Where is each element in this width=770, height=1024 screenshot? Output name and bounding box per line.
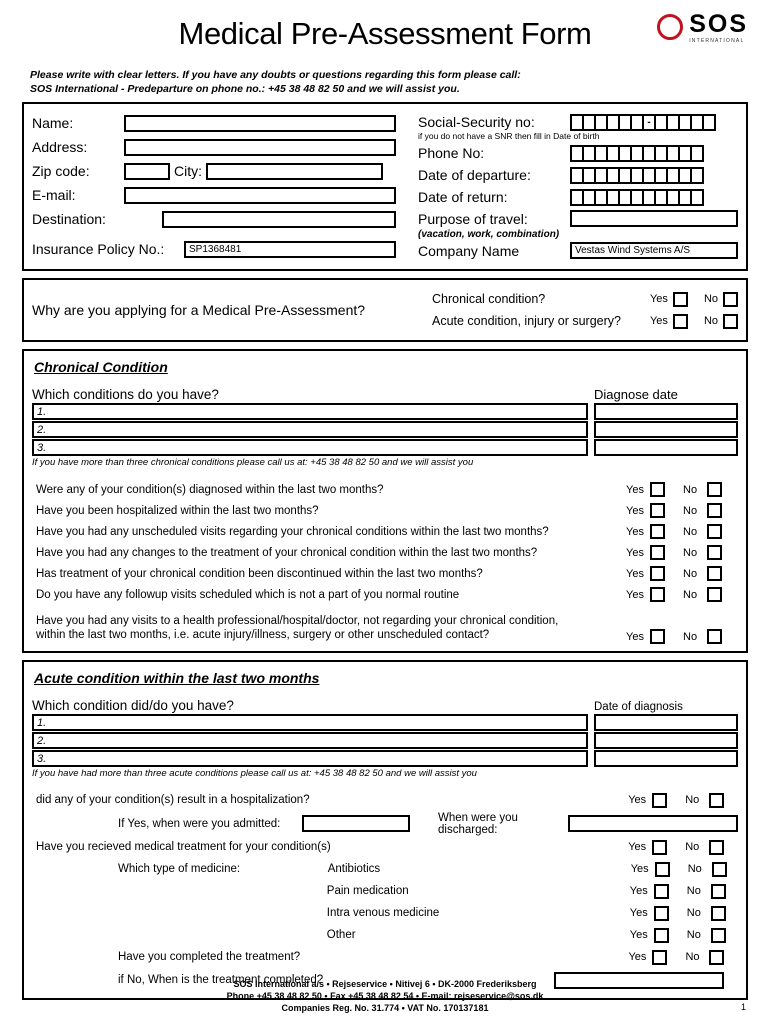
- chronical-condition-input-1[interactable]: 1.: [32, 403, 588, 420]
- destination-label: Destination:: [32, 211, 106, 227]
- no-label: No: [683, 504, 698, 517]
- no-label: No: [683, 546, 698, 559]
- city-input[interactable]: [206, 163, 383, 180]
- why-chronical-no[interactable]: [704, 292, 738, 307]
- logo-sos-text: SOS: [689, 10, 748, 38]
- departure-input-boxes[interactable]: [570, 167, 702, 184]
- no-label: No: [683, 588, 698, 601]
- no-label: No: [687, 863, 702, 875]
- purpose-label: Purpose of travel:: [418, 210, 528, 227]
- chronical-question-text: Do you have any followup visits scheduled which is not a part of you normal routine: [36, 588, 460, 601]
- return-label: Date of return:: [418, 189, 508, 205]
- no-checkbox[interactable]: [709, 840, 724, 855]
- why-option-chronical: [432, 288, 738, 310]
- intro-line-2: SOS International - Predeparture on phone no.: +45 38 48 82 50 and we will assist you.: [30, 83, 460, 95]
- chronical-date-label: Diagnose date: [594, 387, 678, 402]
- chronical-question-text-long: [32, 614, 626, 642]
- yes-checkbox[interactable]: [650, 545, 665, 560]
- chronical-condition-row: [32, 421, 738, 438]
- phone-box[interactable]: [690, 145, 704, 162]
- no-label: No: [686, 885, 701, 897]
- acute-medicine-row: [32, 902, 738, 924]
- no-label: No: [703, 293, 718, 305]
- acute-table-header: [32, 698, 738, 713]
- email-label: E-mail:: [32, 187, 76, 203]
- acute-discharged-input[interactable]: [568, 815, 738, 832]
- acute-medicine-pain-answers[interactable]: [630, 884, 738, 899]
- yes-label: Yes: [649, 293, 668, 305]
- no-label: No: [683, 567, 698, 580]
- no-checkbox[interactable]: [712, 862, 727, 877]
- yes-label: Yes: [628, 794, 647, 806]
- yes-checkbox[interactable]: [654, 906, 669, 921]
- acute-date-input-3[interactable]: [594, 750, 738, 767]
- yes-label: Yes: [628, 841, 647, 853]
- acute-completed-row: [32, 946, 738, 968]
- acute-medicine-row: [32, 858, 738, 880]
- acute-condition-row: [32, 750, 738, 767]
- chronical-question-text: Have you had any changes to the treatment of your chronical condition within the last two months?: [36, 546, 538, 559]
- identity-left-column: [32, 111, 404, 261]
- yes-checkbox[interactable]: [650, 503, 665, 518]
- policy-input[interactable]: SP1368481: [184, 241, 396, 258]
- acute-hospitalization-question: did any of your condition(s) result in a hospitalization?: [36, 794, 310, 806]
- no-checkbox[interactable]: [707, 629, 722, 644]
- yes-label: Yes: [626, 483, 644, 496]
- no-label: No: [685, 794, 700, 806]
- chronical-long-line-1: Have you had any visits to a health professional/hospital/doctor, not regarding your chronical condition,: [36, 615, 559, 627]
- chronical-question-row: [32, 563, 738, 584]
- yes-checkbox[interactable]: [673, 314, 688, 329]
- no-checkbox[interactable]: [711, 928, 726, 943]
- acute-medicine-intravenous-label: Intra venous medicine: [326, 907, 440, 919]
- sos-logo: [657, 12, 748, 44]
- yes-label: Yes: [626, 504, 644, 517]
- company-row: [418, 240, 738, 261]
- destination-row: [32, 207, 404, 231]
- why-option-acute: [432, 310, 738, 332]
- no-label: No: [683, 525, 698, 538]
- logo-subtitle: INTERNATIONAL: [689, 38, 745, 44]
- acute-condition-row: [32, 714, 738, 731]
- chronical-question-row: [32, 521, 738, 542]
- acute-admission-row: [32, 811, 738, 836]
- chronical-question-answers[interactable]: [626, 503, 738, 518]
- page-title: Medical Pre-Assessment Form: [178, 16, 592, 51]
- policy-label: Insurance Policy No.:: [32, 241, 165, 257]
- yes-label: Yes: [629, 929, 648, 941]
- acute-note: If you have had more than three acute conditions please call us at: +45 38 48 82 50 and we will assist you: [32, 768, 477, 779]
- address-input[interactable]: [124, 139, 396, 156]
- yes-label: Yes: [626, 546, 644, 559]
- acute-hospitalization-answers[interactable]: [628, 793, 738, 808]
- acute-condition-input-2[interactable]: 2.: [32, 732, 588, 749]
- acute-completion-date-question: if No, When is the treatment completed?: [118, 974, 324, 986]
- chronical-condition-input-2[interactable]: 2.: [32, 421, 588, 438]
- logo-wordmark: [689, 12, 748, 44]
- address-label: Address:: [32, 139, 88, 155]
- policy-row: [32, 237, 404, 261]
- ssn-input-boxes[interactable]: [570, 114, 714, 131]
- acute-medicine-other-answers[interactable]: [630, 928, 738, 943]
- no-checkbox[interactable]: [707, 524, 722, 539]
- yes-label: Yes: [626, 567, 644, 580]
- yes-label: Yes: [626, 630, 644, 643]
- no-checkbox[interactable]: [707, 566, 722, 581]
- yes-checkbox[interactable]: [650, 566, 665, 581]
- chronical-question-row: [32, 479, 738, 500]
- city-label: City:: [174, 163, 202, 179]
- acute-medicine-row: [32, 924, 738, 946]
- yes-checkbox[interactable]: [654, 928, 669, 943]
- acute-questions-list: [32, 789, 738, 992]
- no-checkbox[interactable]: [711, 906, 726, 921]
- ssn-label: Social-Security no:: [418, 114, 535, 130]
- no-label: No: [686, 929, 701, 941]
- chronical-table-header: [32, 387, 738, 402]
- no-checkbox[interactable]: [723, 314, 738, 329]
- purpose-input[interactable]: [570, 210, 738, 227]
- chronical-date-input-3[interactable]: [594, 439, 738, 456]
- acute-completed-answers[interactable]: [628, 950, 738, 965]
- acute-condition-row: [32, 732, 738, 749]
- chronical-question-answers[interactable]: [626, 566, 738, 581]
- chronical-note: If you have more than three chronical conditions please call us at: +45 38 48 82 50 and we will assist you: [32, 457, 474, 468]
- chronical-date-input-2[interactable]: [594, 421, 738, 438]
- acute-medicine-intravenous-answers[interactable]: [630, 906, 738, 921]
- yes-label: Yes: [629, 885, 648, 897]
- no-checkbox[interactable]: [707, 587, 722, 602]
- acute-condition-input-3[interactable]: 3.: [32, 750, 588, 767]
- chronical-question-text: Have you had any unscheduled visits regarding your chronical conditions within the last two months?: [36, 525, 549, 538]
- zip-input[interactable]: [124, 163, 170, 180]
- acute-condition-block: [22, 660, 748, 1000]
- yes-checkbox[interactable]: [650, 482, 665, 497]
- intro-instructions: [30, 68, 748, 96]
- yes-checkbox[interactable]: [652, 840, 667, 855]
- why-options: [432, 288, 738, 332]
- why-applying-block: [22, 278, 748, 342]
- yes-checkbox[interactable]: [650, 587, 665, 602]
- chronical-condition-block: [22, 349, 748, 653]
- chronical-question-text: Has treatment of your chronical condition been discontinued within the last two months?: [36, 567, 483, 580]
- chronical-date-input-1[interactable]: [594, 403, 738, 420]
- yes-checkbox[interactable]: [652, 950, 667, 965]
- chronical-question-answers[interactable]: [626, 587, 738, 602]
- ssn-separator: -: [642, 114, 656, 131]
- phone-row: [418, 142, 738, 164]
- chronical-question-text: Have you been hospitalized within the last two months?: [36, 504, 319, 517]
- name-input[interactable]: [124, 115, 396, 132]
- company-input[interactable]: Vestas Wind Systems A/S: [570, 242, 738, 259]
- chronical-question-row: [32, 500, 738, 521]
- chronical-question-row-long: [32, 611, 738, 645]
- footer-line-1: SOS International a/s • Rejseservice • Nitivej 6 • DK-2000 Frederiksberg: [233, 979, 537, 989]
- company-label: Company Name: [418, 242, 520, 259]
- chronical-condition-row: [32, 439, 738, 456]
- acute-treatment-answers[interactable]: [628, 840, 738, 855]
- acute-medicine-row: [32, 880, 738, 902]
- chronical-questions-list: [32, 479, 738, 645]
- identity-right-column: [404, 111, 738, 261]
- chronical-conditions-label: Which conditions do you have?: [32, 387, 219, 402]
- yes-label: Yes: [628, 951, 647, 963]
- chronical-question-row: [32, 584, 738, 605]
- purpose-row: [418, 208, 738, 229]
- return-box[interactable]: [690, 189, 704, 206]
- name-label: Name:: [32, 115, 74, 131]
- chronical-question-answers[interactable]: [626, 524, 738, 539]
- yes-label: Yes: [630, 863, 649, 875]
- why-chronical-yes[interactable]: [650, 292, 688, 307]
- name-row: [32, 111, 404, 135]
- no-checkbox[interactable]: [711, 884, 726, 899]
- acute-completed-question: Have you completed the treatment?: [118, 951, 301, 963]
- no-checkbox[interactable]: [707, 482, 722, 497]
- chronical-question-answers[interactable]: [626, 629, 738, 645]
- departure-label: Date of departure:: [418, 167, 531, 183]
- acute-medicine-antibiotics-answers[interactable]: [631, 862, 738, 877]
- chronical-condition-row: [32, 403, 738, 420]
- no-label: No: [703, 315, 718, 327]
- acute-treatment-question: Have you recieved medical treatment for your condition(s): [36, 841, 331, 853]
- identity-block: [22, 102, 748, 271]
- chronical-condition-input-3[interactable]: 3.: [32, 439, 588, 456]
- acute-medicine-antibiotics-label: Antibiotics: [327, 863, 381, 875]
- zip-city-row: [32, 159, 404, 183]
- chronical-section-title: Chronical Condition: [34, 359, 168, 375]
- acute-section-title: Acute condition within the last two months: [34, 670, 320, 686]
- why-option-chronical-label: Chronical condition?: [432, 292, 546, 306]
- yes-checkbox[interactable]: [655, 862, 670, 877]
- acute-date-label: Date of diagnosis: [594, 701, 683, 713]
- phone-label: Phone No:: [418, 145, 485, 161]
- email-input[interactable]: [124, 187, 396, 204]
- page-header: [22, 0, 748, 64]
- intro-line-1: Please write with clear letters. If you have any doubts or questions regarding this form please call:: [30, 69, 521, 81]
- yes-checkbox[interactable]: [673, 292, 688, 307]
- no-checkbox[interactable]: [707, 503, 722, 518]
- ssn-box[interactable]: [702, 114, 716, 131]
- acute-date-input-2[interactable]: [594, 732, 738, 749]
- yes-label: Yes: [626, 588, 644, 601]
- yes-label: Yes: [649, 315, 668, 327]
- acute-treatment-row: [32, 836, 738, 858]
- departure-row: [418, 164, 738, 186]
- yes-checkbox[interactable]: [650, 524, 665, 539]
- yes-checkbox[interactable]: [654, 884, 669, 899]
- acute-medicine-other-label: Other: [326, 929, 356, 941]
- why-option-acute-label: Acute condition, injury or surgery?: [432, 314, 621, 328]
- footer-line-3: Companies Reg. No. 31.774 • VAT No. 170137181: [281, 1003, 489, 1013]
- no-checkbox[interactable]: [709, 793, 724, 808]
- yes-label: Yes: [626, 525, 644, 538]
- chronical-question-row: [32, 542, 738, 563]
- no-label: No: [683, 630, 698, 643]
- no-checkbox[interactable]: [723, 292, 738, 307]
- phone-input-boxes[interactable]: [570, 145, 702, 162]
- acute-hospitalization-row: [32, 789, 738, 811]
- acute-medicine-label: Which type of medicine:: [118, 863, 241, 875]
- no-checkbox[interactable]: [709, 950, 724, 965]
- departure-box[interactable]: [690, 167, 704, 184]
- acute-date-input-1[interactable]: [594, 714, 738, 731]
- yes-checkbox[interactable]: [652, 793, 667, 808]
- chronical-question-text: Were any of your condition(s) diagnosed within the last two months?: [36, 483, 384, 496]
- acute-admitted-label: If Yes, when were you admitted:: [118, 817, 281, 830]
- no-checkbox[interactable]: [707, 545, 722, 560]
- ssn-note: if you do not have a SNR then fill in Date of birth: [418, 131, 600, 141]
- chronical-long-line-2: within the last two months, i.e. acute injury/illness, surgery or other unscheduled contact?: [36, 629, 490, 641]
- return-input-boxes[interactable]: [570, 189, 702, 206]
- why-applying-question: Why are you applying for a Medical Pre-Assessment?: [32, 302, 366, 318]
- chronical-question-answers[interactable]: [626, 482, 738, 497]
- no-label: No: [685, 841, 700, 853]
- why-acute-yes[interactable]: [650, 314, 688, 329]
- logo-ring-icon: [657, 14, 683, 40]
- purpose-note: (vacation, work, combination): [418, 229, 560, 240]
- chronical-question-answers[interactable]: [626, 545, 738, 560]
- zip-label: Zip code:: [32, 163, 90, 179]
- destination-input[interactable]: [162, 211, 396, 228]
- address-row: [32, 135, 404, 159]
- acute-medicine-pain-label: Pain medication: [326, 885, 409, 897]
- yes-label: Yes: [629, 907, 648, 919]
- page-footer: [0, 978, 770, 1014]
- acute-admitted-input[interactable]: [302, 815, 410, 832]
- page-number: 1: [740, 1002, 746, 1012]
- why-acute-no[interactable]: [704, 314, 738, 329]
- no-label: No: [685, 951, 700, 963]
- no-label: No: [686, 907, 701, 919]
- no-label: No: [683, 483, 698, 496]
- ssn-row: [418, 111, 738, 133]
- acute-discharged-label: When were you discharged:: [438, 811, 518, 836]
- yes-checkbox[interactable]: [650, 629, 665, 644]
- acute-condition-input-1[interactable]: 1.: [32, 714, 588, 731]
- return-row: [418, 186, 738, 208]
- acute-conditions-label: Which condition did/do you have?: [32, 698, 234, 713]
- email-row: [32, 183, 404, 207]
- footer-line-2: Phone +45 38 48 82 50 • Fax +45 38 48 82 54 • E-mail: rejseservice@sos.dk: [226, 991, 544, 1001]
